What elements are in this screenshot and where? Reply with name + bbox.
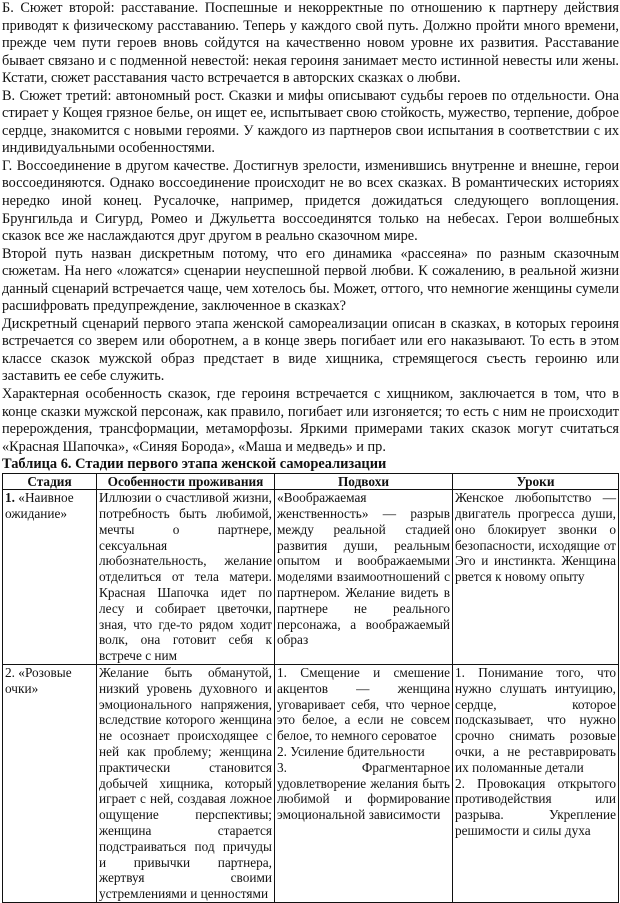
- cell-lessons: Женское любопытство — двигатель прогресса души, оно блокирует звонки о безопасности, исходящие от Эго и инстинкта. Женщина рвется к новому опыту: [453, 490, 619, 665]
- paragraph-predator-feature: Характерная особенность сказок, где героиня встречается с хищником, заключается в том, что в конце сказки мужской персонаж, как правило, погибает или изгоняется; то есть с ним не происходит перерождения, трансформации, метаморфозы. Яркими примерами таких сказок могут считаться «Красная Шапочка», «Синяя Борода», «Маша и медведь» и пр.: [2, 386, 619, 455]
- header-lessons: Уроки: [453, 474, 619, 490]
- stage-number: 1.: [5, 490, 15, 506]
- paragraph-discrete-scenario: Дискретный сценарий первого этапа женской самореализации описан в сказках, в которых героиня встречается со зверем или оборотнем, а в конце зверь погибает или его наказывают. То есть в этом классе сказок мужской образ предстает в виде хищника, стремящегося съесть героиню или заставить ее себе служить.: [2, 315, 619, 385]
- cell-features: Иллюзии о счастливой жизни, потребность быть любимой, мечты о партнере, сексуальная любознательность, желание отделиться от тела матери. Красная Шапочка идет по лесу и собирает цветочки, зная, что где-то рядом ходит волк, она готовит себя к встрече с ним: [97, 490, 275, 665]
- cell-pitfalls: «Воображаемая женственность» — разрыв между реальной стадией развития души, реальным опытом и воображаемыми моделями взаимоотношений с партнером. Желание видеть в партнере не реального персонажа, а воображаемый образ: [275, 490, 453, 665]
- paragraph-reunion: Г. Воссоединение в другом качестве. Достигнув зрелости, изменившись внутренне и внешне, герои воссоединяются. Однако воссоединение происходит не во всех сказках. В романтических историях нередко иной конец. Русалочке, например, придется дожидаться следующего воплощения. Брунгильда и Сигурд, Ромео и Джульетта воссоединятся только на небесах. Герои волшебных сказок все же наслаждаются друг другом в реально сказочном мире.: [2, 157, 619, 245]
- stage-number: 2.: [5, 664, 15, 680]
- stage-label: «Розовые очки»: [5, 664, 72, 696]
- paragraph-plot-three: В. Сюжет третий: автономный рост. Сказки и мифы описывают судьбы героев по отдельности. Она стирает у Кощея грязное белье, он ищет ее, испытывает свою стойкость, мужество, терпение, доброе сердце, знакомится с новыми героями. У каждого из партнеров свои испытания в соответствии с их индивидуальными особенностями.: [2, 87, 619, 157]
- cell-stage: [3, 490, 97, 665]
- stages-table: [2, 473, 619, 903]
- table-header-row: [3, 474, 619, 490]
- table-title: Таблица 6. Стадии первого этапа женской самореализации: [2, 456, 387, 473]
- paragraph-plot-two: Б. Сюжет второй: расставание. Поспешные и некорректные по отношению к партнеру действия приводят к физическому расставанию. Теперь у каждого свой путь. Должно пройти много времени, прежде чем пути героев вновь сойдутся на качественно новом уровне их развития. Расставание бывает связано и с подменной невестой: некая героиня занимает место истинной невесты или жены. Кстати, сюжет расставания часто встречается в авторских сказках о любви.: [2, 0, 619, 87]
- table-row: [3, 664, 619, 902]
- cell-pitfalls: 1. Смещение и смешение акцентов — женщина уговаривает себя, что черное это белое, а если не совсем белое, то немного сероватое 2. Усиление бдительности 3. Фрагментарное удовлетворение желания быть любимой и формирование эмоциональной зависимости: [275, 664, 453, 902]
- table-row: [3, 490, 619, 665]
- cell-lessons: 1. Понимание того, что нужно слушать интуицию, сердце, которое подсказывает, что нужно срочно снимать розовые очки, а не реставрировать их поломанные детали 2. Провокация открытого противодействия или разрыва. Укрепление решимости и силы духа: [453, 664, 619, 902]
- header-stage: Стадия: [3, 474, 97, 490]
- cell-features: Желание быть обманутой, низкий уровень духовного и эмоционального напряжения, вследствие которого женщина не осознает происходящее с ней как проблему; женщина практически становится добычей хищника, который играет с ней, создавая ложное ощущение перспективы; женщина старается подстраиваться под причуды и привычки партнера, жертвуя своими устремлениями и ценностями: [97, 664, 275, 902]
- stage-label: «Наивное ожидание»: [5, 490, 74, 522]
- header-pitfalls: Подвохи: [275, 474, 453, 490]
- header-features: Особенности проживания: [97, 474, 275, 490]
- cell-stage: [3, 664, 97, 902]
- paragraph-second-path: Второй путь назван дискретным потому, что его динамика «рассеяна» по разным сказочным сюжетам. На него «ложатся» сценарии неуспешной первой любви. К сожалению, в реальной жизни данный сценарий встречается чаще, чем хотелось бы. Может, оттого, что немногие женщины сумели расшифровать предупреждение, заключенное в сказках?: [2, 245, 619, 315]
